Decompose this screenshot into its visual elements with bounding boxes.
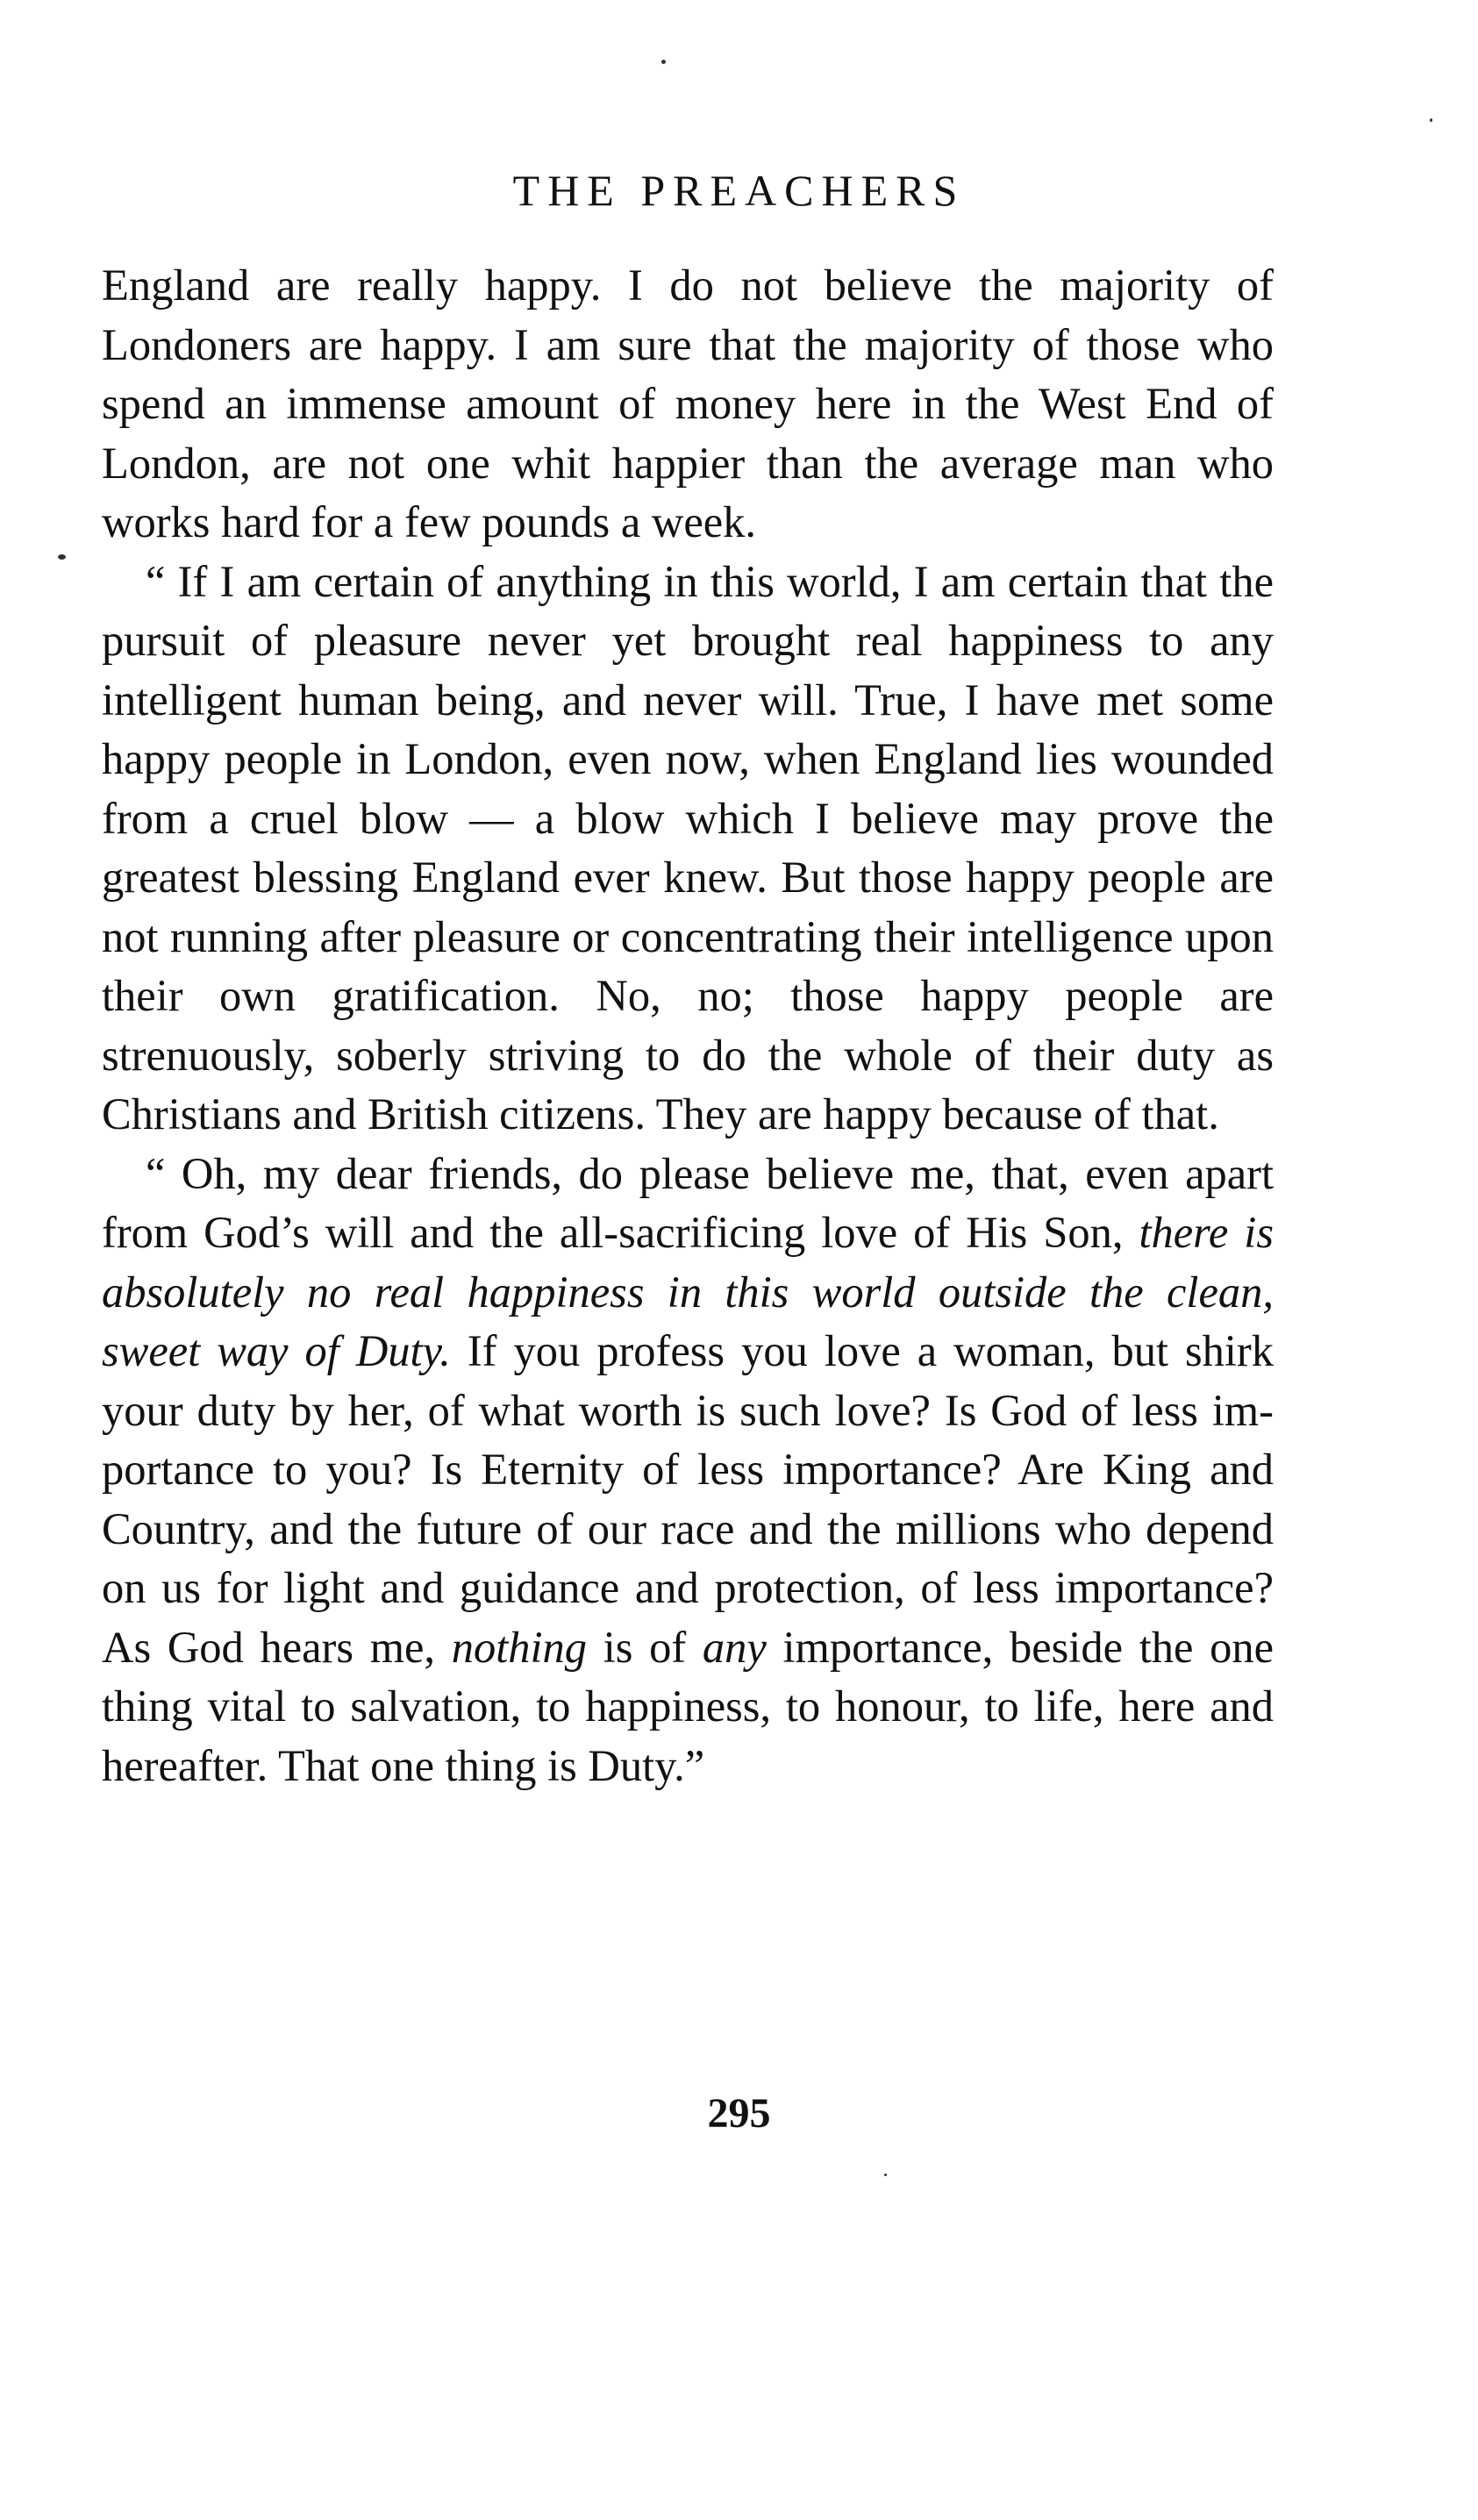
- paragraph: [102, 553, 1274, 1145]
- running-head: THE PREACHERS: [512, 166, 966, 215]
- text-run: “ Oh, my dear friends, do please believe me, that, even apart from God’s will and the all-sacrificing love of His Son,: [102, 1148, 1274, 1257]
- ink-speck: [661, 60, 666, 64]
- italic-run: there is absolutely no real happiness in this world outside the clean, sweet way of Duty.: [102, 1208, 1274, 1375]
- italic-run: any: [702, 1622, 767, 1672]
- text-run: is of: [587, 1622, 703, 1672]
- page-number: 295: [707, 2090, 771, 2137]
- text-run: If you profess you love a woman, but shirk your duty by her, of what worth is such love? Is God of less importance to you? Is Eternity of less importance? Are King and Country, and the future of our race and the millions who depend on us for light and guidance and protection, of less importance? As God hears me,: [102, 1326, 1274, 1672]
- text-run: “ If I am certain of anything in this world, I am certain that the pursuit of pleasure never yet brought real happiness to any intelligent human being, and never will. True, I have met some happy people in London, even now, when England lies wounded from a cruel blow — a blow which I believe may prove the greatest blessing England ever knew. But those happy people are not running after pleasure or concentrating their intelligence upon their own gratification. No, no; those happy people are strenuously, soberly striving to do the whole of their duty as Christians and British citizens. They are happy because of that.: [102, 556, 1274, 1139]
- ink-speck: [58, 554, 66, 560]
- paragraph: [102, 256, 1274, 553]
- italic-run: nothing: [451, 1622, 588, 1672]
- paragraph: [102, 1145, 1274, 1796]
- body-text: [102, 256, 1274, 1795]
- text-run: England are really happy. I do not believe the majority of Londoners are happy. I am sure that the majority of those who spend an immense amount of money here in the West End of London, are not one whit happier than the average man who works hard for a few pounds a week.: [102, 261, 1274, 546]
- ink-speck: [884, 2174, 887, 2176]
- ink-speck: [1430, 118, 1432, 122]
- text-run: importance, beside the one thing vital to salvation, to happiness, to honour, to life, here and hereafter. That one thing is Duty.”: [102, 1622, 1275, 1790]
